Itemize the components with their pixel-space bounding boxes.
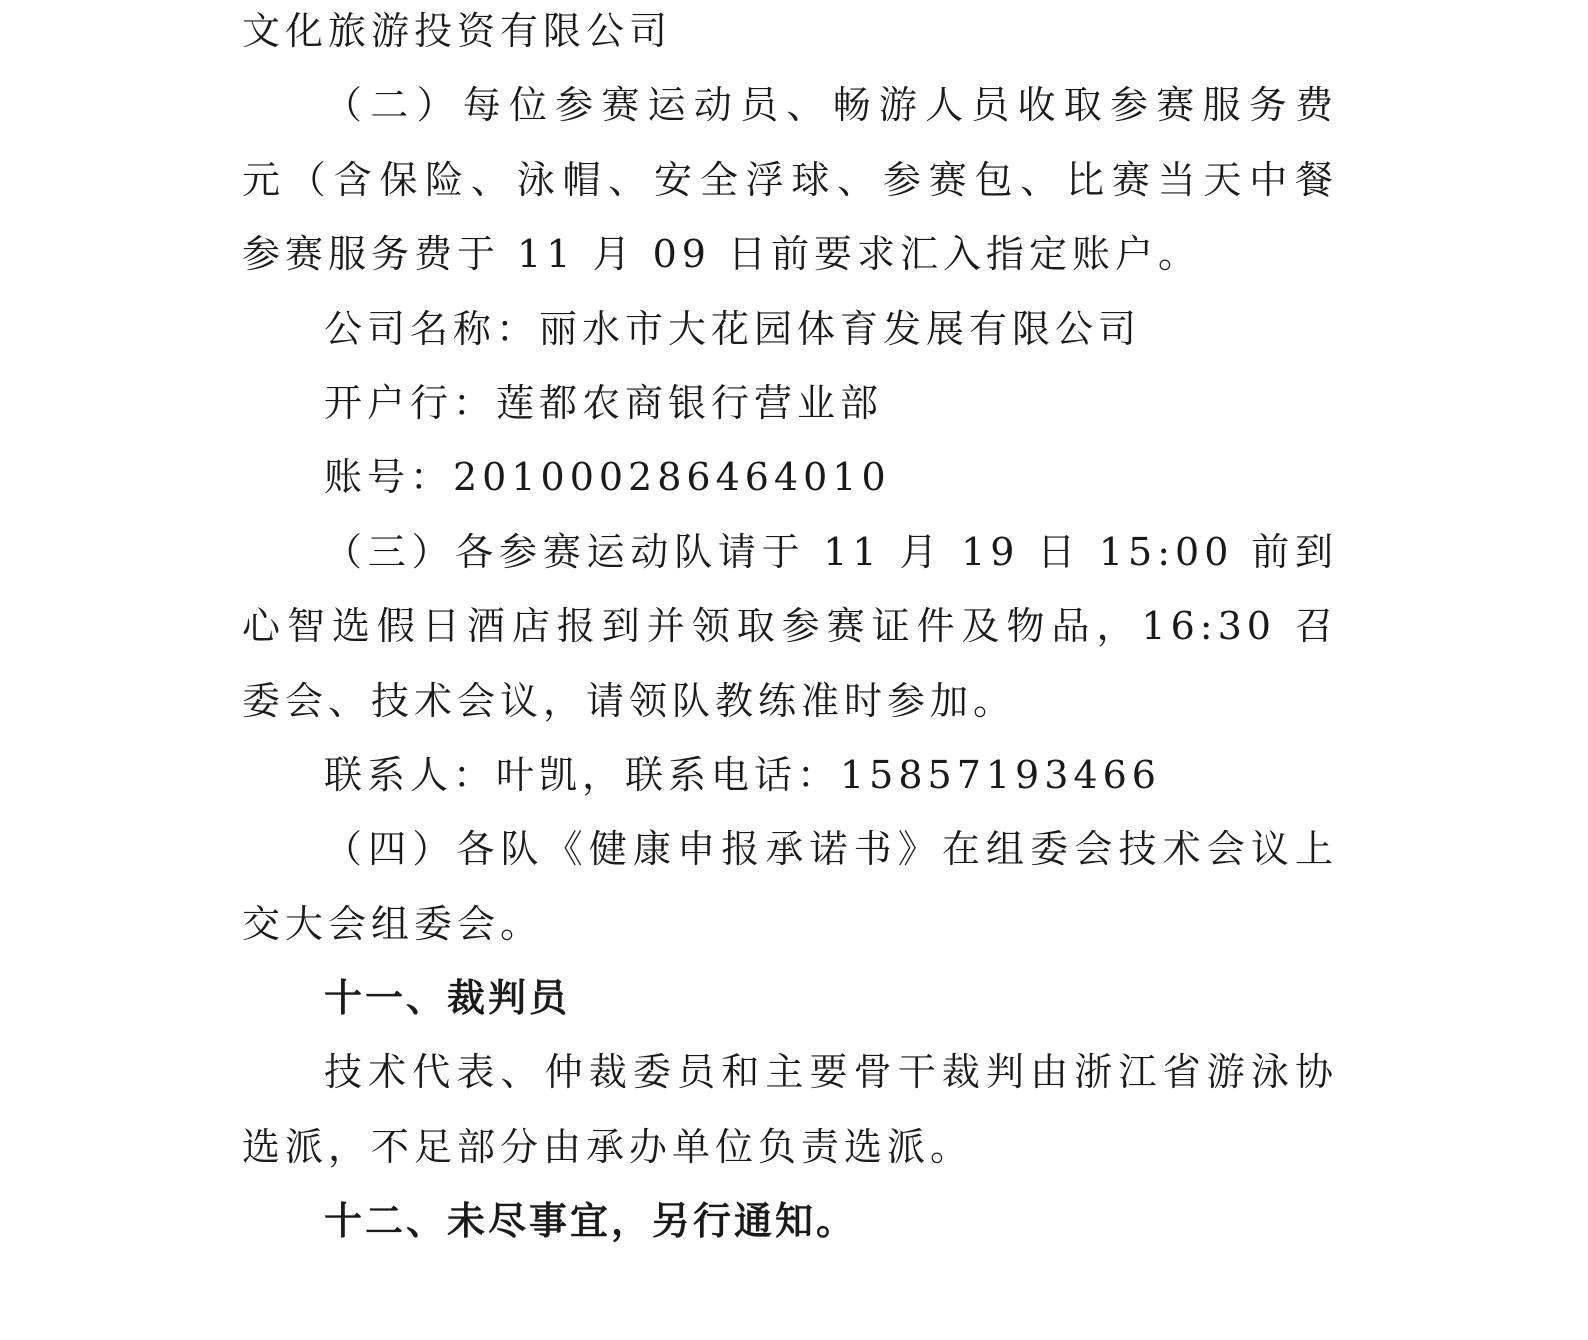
paragraph-line-checkin-3: 委会、技术会议，请领队教练准时参加。 [242, 678, 1017, 723]
paragraph-line-checkin-1: （三）各参赛运动队请于 11 月 19 日 15:00 前到 [324, 529, 1338, 574]
paragraph-line-fee-1: （二）每位参赛运动员、畅游人员收取参赛服务费 [324, 83, 1338, 128]
paragraph-line-referees-1: 技术代表、仲裁委员和主要骨干裁判由浙江省游泳协 [324, 1050, 1338, 1095]
paragraph-line-health-1: （四）各队《健康申报承诺书》在组委会技术会议上 [324, 827, 1338, 872]
bank-line: 开户行：莲都农商银行营业部 [324, 380, 884, 425]
company-name-line: 公司名称：丽水市大花园体育发展有限公司 [324, 306, 1142, 351]
account-number-line: 账号：201000286464010 [324, 455, 891, 500]
paragraph-line-health-2: 交大会组委会。 [242, 901, 544, 946]
paragraph-line-fee-3: 参赛服务费于 11 月 09 日前要求汇入指定账户。 [242, 232, 1202, 277]
section-heading-other-matters: 十二、未尽事宜，另行通知。 [324, 1199, 858, 1244]
paragraph-line-fee-2: 元（含保险、泳帽、安全浮球、参赛包、比赛当天中餐 [242, 157, 1338, 202]
document-body [242, 0, 1338, 1259]
paragraph-line-company-tail: 文化旅游投资有限公司 [242, 9, 673, 53]
paragraph-line-checkin-2: 心智选假日酒店报到并领取参赛证件及物品，16:30 召 [242, 604, 1338, 649]
contact-line: 联系人：叶凯，联系电话：15857193466 [324, 752, 1161, 797]
section-heading-referees: 十一、裁判员 [324, 976, 571, 1021]
paragraph-line-referees-2: 选派，不足部分由承办单位负责选派。 [242, 1124, 974, 1169]
